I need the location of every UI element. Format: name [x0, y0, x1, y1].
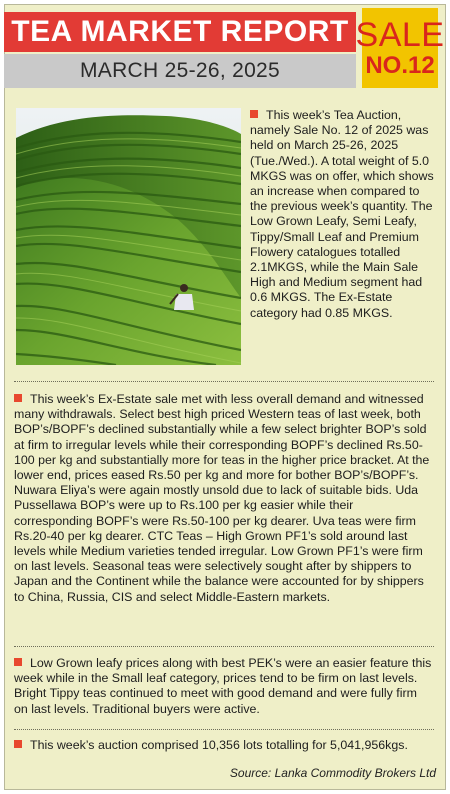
tea-plantation-photo	[16, 108, 241, 365]
low-grown-paragraph	[14, 656, 434, 717]
tea-field-illustration	[16, 108, 241, 365]
intro-paragraph	[250, 108, 436, 321]
section-divider	[14, 646, 434, 647]
bullet-square-icon	[14, 658, 22, 666]
source-credit: Source: Lanka Commodity Brokers Ltd	[229, 766, 436, 780]
intro-text: This week’s Tea Auction, namely Sale No. 12 of 2025 was held on March 25-26, 2025 (Tue./Wed.). A total weight of 5.0 MKGS was on offer, which shows an increase when compared to the previous week’s quantity. The Low Grown Leafy, Semi Leafy, Tippy/Small Leaf and Premium Flowery catalogues totalled 2.1MKGS, while the Main Sale High and Medium segment had 0.6 MKGS. The Ex-Estate category had 0.85 MKGS.	[250, 108, 434, 320]
ex-estate-paragraph	[14, 392, 434, 605]
section-divider	[14, 381, 434, 382]
section-divider	[14, 729, 434, 730]
bullet-square-icon	[250, 110, 258, 118]
report-title: TEA MARKET REPORT	[11, 15, 349, 48]
bullet-square-icon	[14, 394, 22, 402]
sale-number: NO.12	[365, 52, 435, 79]
bullet-square-icon	[14, 740, 22, 748]
title-banner	[4, 12, 356, 52]
low-grown-text: Low Grown leafy prices along with best PEK’s were an easier feature this week while in the Small leaf category, prices tend to be firm on last levels. Bright Tippy teas continued to meet with good demand and were fully firm on last levels. Traditional buyers were active.	[14, 656, 432, 716]
sale-label: SALE	[355, 16, 445, 54]
sale-number-badge	[355, 8, 445, 88]
report-date: MARCH 25-26, 2025	[79, 59, 281, 82]
report-header	[4, 4, 445, 92]
summary-text: This week’s auction comprised 10,356 lots totalling for 5,041,956kgs.	[30, 738, 408, 752]
date-banner	[4, 54, 356, 88]
summary-paragraph	[14, 738, 434, 753]
ex-estate-text: This week’s Ex-Estate sale met with less overall demand and witnessed many withdrawals. Select best high priced Western teas of last week, both BOP’s/BOPF’s declined substantially while a few select brighter BOP’s sold at firm to irregular levels while their corresponding BOPF’s declined Rs.50-100 per kg and substantially more for teas in the higher price bracket. At the lower end, prices eased Rs.50 per kg and more for bother BOP’s/BOPF’s. Nuwara Eliya’s were again mostly unsold due to lack of suitable bids. Uda Pussellawa BOP’s were up to Rs.100 per kg easier while their corresponding BOPF’s were Rs.50-100 per kg dearer. Uva teas were firm Rs.20-40 per kg dearer. CTC Teas – High Grown PF1’s sold around last levels while Medium varieties tended irregular. Low Grown PF1’s were firm on last levels. Seasonal teas were selectively sought after by shippers to Japan and the Continent while the balance were accounted for by shippers to China, Russia, CIS and select Middle-Eastern markets.	[14, 392, 430, 604]
